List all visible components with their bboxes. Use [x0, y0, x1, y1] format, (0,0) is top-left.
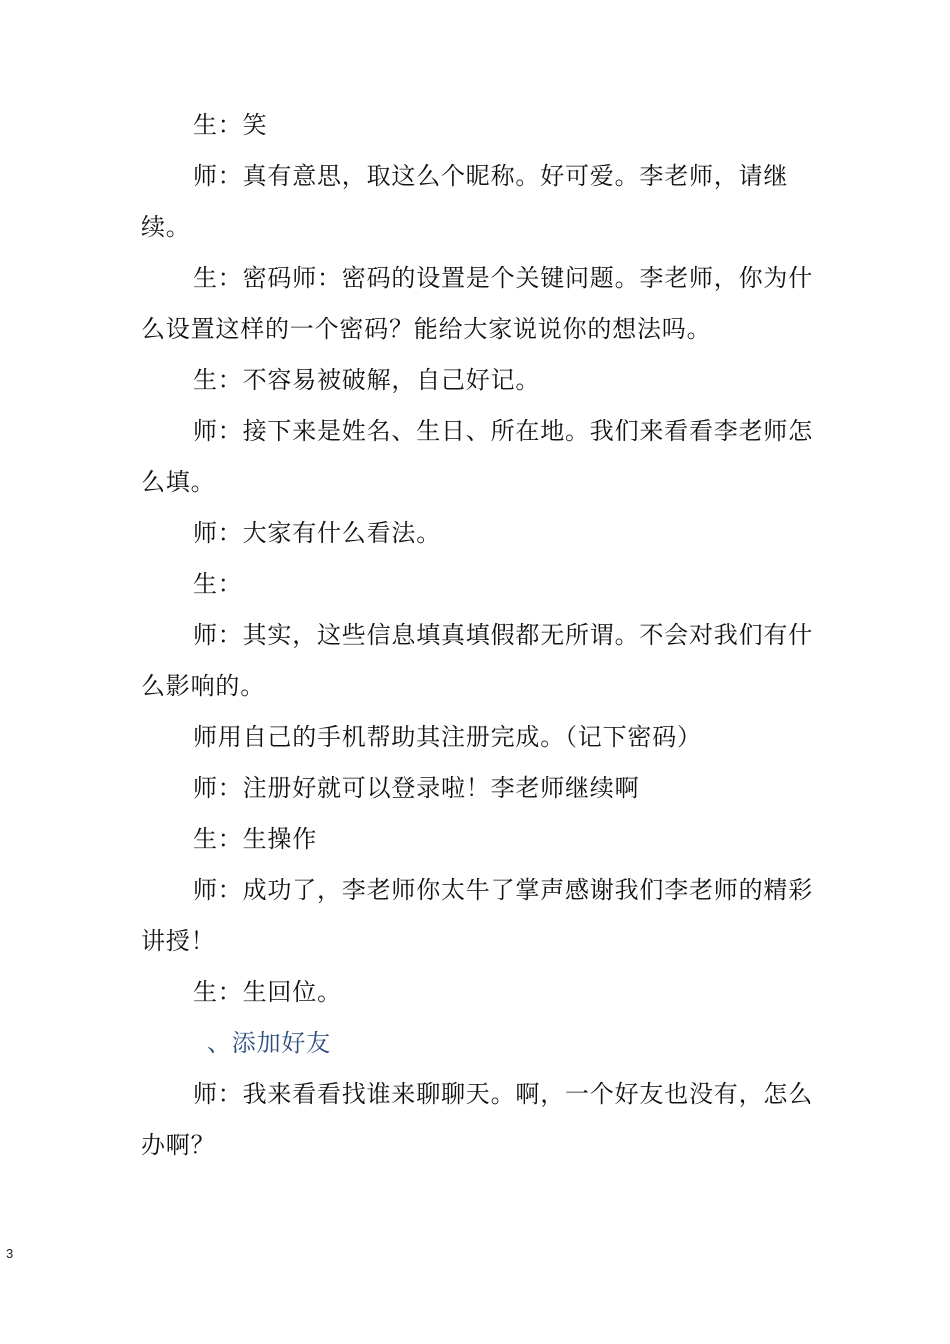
paragraph: 师：真有意思，取这么个昵称。好可爱。李老师，请继续。 — [141, 162, 789, 241]
paragraph: 师用自己的手机帮助其注册完成。（记下密码） — [193, 723, 702, 751]
paragraph: 师：成功了，李老师你太牛了掌声感谢我们李老师的精彩讲授！ — [141, 876, 813, 955]
section-heading: 、添加好友 — [207, 1029, 331, 1057]
paragraph: 生：笑 — [193, 111, 268, 139]
document-body — [141, 100, 821, 1171]
paragraph: 师：其实，这些信息填真填假都无所谓。不会对我们有什么影响的。 — [141, 621, 813, 700]
paragraph: 师：我来看看找谁来聊聊天。啊，一个好友也没有，怎么办啊？ — [141, 1080, 813, 1159]
paragraph: 师：大家有什么看法。 — [193, 519, 441, 547]
paragraph: 师：注册好就可以登录啦！李老师继续啊 — [193, 774, 640, 802]
paragraph: 生：生回位。 — [193, 978, 342, 1006]
paragraph: 生：不容易被破解，自己好记。 — [193, 366, 541, 394]
paragraph: 师：接下来是姓名、生日、所在地。我们来看看李老师怎么填。 — [141, 417, 813, 496]
paragraph: 生： — [193, 570, 243, 598]
paragraph: 生：密码师：密码的设置是个关键问题。李老师，你为什么设置这样的一个密码？能给大家说说你的想法吗。 — [141, 264, 813, 343]
paragraph: 生：生操作 — [193, 825, 317, 853]
page-number: 3 — [6, 1246, 14, 1261]
